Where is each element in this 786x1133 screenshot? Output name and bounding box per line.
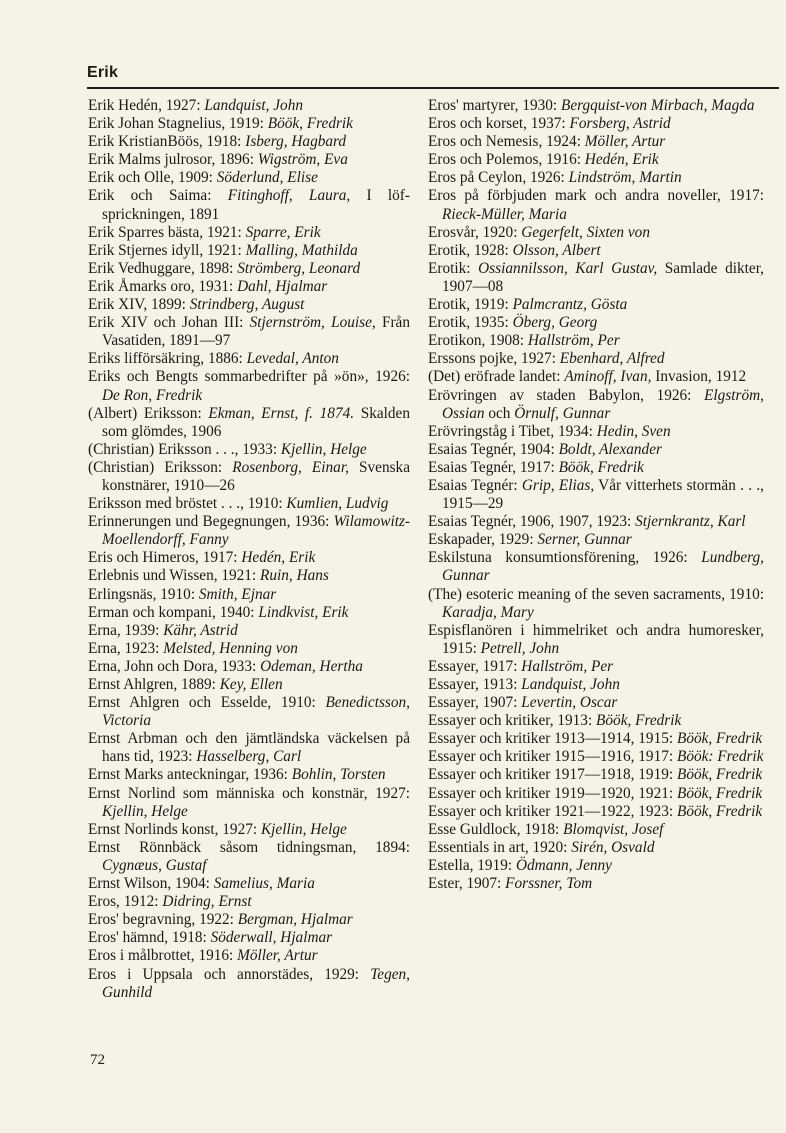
index-entry [88, 839, 410, 875]
entry-author: Böök, Fredrik [676, 802, 763, 820]
entry-author: Ebenhard, Alfred [559, 350, 665, 368]
entry-title: Eskilstuna konsumtionsförening, 1926: [428, 549, 702, 567]
index-entry [428, 387, 764, 423]
index-entry [88, 314, 410, 350]
index-entry [88, 513, 410, 549]
entry-author: Kjellin, Helge [280, 440, 367, 458]
entry-title: (Det) eröfrade landet: [428, 368, 565, 386]
entry-title: Erinnerungen und Begegnungen, 1936: [88, 513, 334, 531]
index-entry [88, 893, 410, 911]
entry-title: Erna, 1939: [88, 621, 164, 639]
index-entry [428, 169, 764, 187]
entry-title: Ernst Marks anteckningar, 1936: [88, 766, 292, 784]
entry-title: Erik XIV, 1899: [88, 296, 190, 314]
entry-title: Erövringståg i Tibet, 1934: [428, 422, 597, 440]
left-column [88, 97, 410, 1002]
entry-title: Eros' hämnd, 1918: [88, 929, 211, 947]
index-entry [428, 350, 764, 368]
entry-title: Erik Malms julrosor, 1896: [88, 151, 258, 169]
entry-author: Ruin, Hans [260, 567, 329, 585]
entry-suffix: Från Vasatiden, 1891—97 [102, 314, 410, 350]
entry-author: Bergman, Hjalmar [237, 911, 353, 929]
entry-author: Wilamowitz-Moellendorff, Fanny [102, 513, 410, 549]
entry-author: Ödmann, Jenny [515, 856, 612, 874]
entry-title: Erna, 1923: [88, 639, 164, 657]
index-entry [428, 730, 764, 748]
index-entry [428, 260, 764, 296]
entry-title: Essayer och kritiker 1921—1922, 1923: [428, 802, 677, 820]
entry-title: Eros i Uppsala och annorstädes, 1929: [88, 965, 371, 983]
index-entry [88, 586, 410, 604]
index-entry [428, 133, 764, 151]
entry-author: Hedin, Sven [596, 422, 671, 440]
index-entry [428, 785, 764, 803]
entry-title: Eros och korset, 1937: [428, 115, 570, 133]
entry-title: (Christian) Eriksson . . ., 1933: [88, 440, 281, 458]
entry-title: Erövringen av staden Babylon, 1926: [428, 386, 705, 404]
index-entry [88, 947, 410, 965]
entry-author: Lundberg, Gunnar [442, 549, 764, 585]
index-entry [88, 604, 410, 622]
entry-title: Erik XIV och Johan III: [88, 314, 250, 332]
header-rule [87, 87, 779, 89]
index-entry [428, 477, 764, 513]
entry-author: Möller, Artur [584, 133, 666, 151]
entry-author: Levertin, Oscar [521, 694, 618, 712]
entry-author: Söderlund, Elise [216, 169, 318, 187]
index-entry [428, 857, 764, 875]
entry-title: Essayer och kritiker 1915—1916, 1917: [428, 748, 677, 766]
index-entry [88, 459, 410, 495]
entry-title: Ernst Arbman och den jämtländska väckelsen på hans tid, 1923: [88, 730, 410, 766]
index-entry [428, 423, 764, 441]
entry-author: Tegen, Gunhild [102, 965, 410, 1001]
entry-author: Gegerfelt, Sixten von [521, 223, 650, 241]
entry-title: Erik Sparres bästa, 1921: [88, 223, 246, 241]
entry-author: Landquist, John [521, 676, 620, 693]
entry-author: Lindström, Martin [568, 169, 682, 187]
index-entry [428, 712, 764, 730]
entry-author: Blomqvist, Josef [563, 820, 664, 838]
entry-author: Stjernström, Louise, [249, 314, 376, 332]
entry-author: Forssner, Tom [505, 875, 593, 893]
index-entry [428, 821, 764, 839]
index-entry [428, 586, 764, 622]
entry-author: Rosenborg, Einar, [232, 458, 349, 476]
entry-title: Eros på Ceylon, 1926: [428, 169, 569, 187]
index-entry [428, 694, 764, 712]
index-entry [88, 169, 410, 187]
index-entry [88, 97, 410, 115]
index-entry [88, 766, 410, 784]
entry-title: Eros i målbrottet, 1916: [88, 947, 238, 965]
entry-suffix: Samlade dikter, 1907—08 [442, 259, 764, 295]
entry-title: Esaias Tegnér, 1917: [428, 458, 559, 476]
running-header: Erik [87, 64, 119, 81]
index-entry [428, 766, 764, 784]
entry-author: Möller, Artur [237, 947, 318, 965]
index-entry [88, 911, 410, 929]
entry-suffix: Svenska konstnärer, 1910—26 [102, 458, 410, 494]
entry-title: Estella, 1919: [428, 856, 516, 874]
entry-title: Eris och Himeros, 1917: [88, 549, 242, 567]
entry-title: Erik och Olle, 1909: [88, 169, 217, 187]
entry-author: Kjellin, Helge [102, 802, 188, 820]
entry-title: Ernst Wilson, 1904: [88, 875, 214, 893]
entry-title: Erotik, 1919: [428, 296, 513, 314]
entry-title: Essayer, 1907: [428, 694, 522, 712]
entry-author: Hallström, Per [527, 332, 620, 350]
index-entry [428, 803, 764, 821]
entry-author: Ossiannilsson, Karl Gustav, [478, 259, 658, 277]
index-entry [88, 115, 410, 133]
entry-author: Aminoff, Ivan, [564, 368, 652, 386]
entry-title: Erotik, 1935: [428, 314, 513, 332]
entry-title: Ester, 1907: [428, 875, 506, 893]
index-entry [428, 368, 764, 386]
entry-author: Rieck-Müller, Maria [442, 205, 567, 223]
entry-title: Ernst Rönnbäck såsom tidningsman, 1894: [88, 838, 410, 856]
entry-title: Ernst Ahlgren, 1889: [88, 676, 220, 693]
entry-title: Esse Guldlock, 1918: [428, 820, 564, 838]
index-entry [428, 658, 764, 676]
index-entry [88, 151, 410, 169]
entry-title: Erik KristianBöös, 1918: [88, 133, 246, 151]
index-entry [428, 224, 764, 242]
entry-author: Odeman, Hertha [260, 657, 363, 675]
index-entry [428, 115, 764, 133]
entry-title: Espisflanören i himmelriket och andra humoresker, 1915: [428, 621, 764, 657]
entry-author: Hedén, Erik [241, 549, 316, 567]
entry-author: Key, Ellen [219, 676, 283, 693]
index-entry [88, 821, 410, 839]
entry-author: Böök, Fredrik [267, 115, 353, 133]
entry-title: Erik och Saima: [88, 187, 228, 205]
right-column [428, 97, 764, 893]
entry-author: Böök: Fredrik [676, 748, 764, 766]
entry-author: Bergquist-von Mirbach, Magda [560, 97, 755, 114]
index-entry [428, 622, 764, 658]
index-entry [428, 332, 764, 350]
index-entry [428, 187, 764, 223]
entry-title: Eros' begravning, 1922: [88, 911, 238, 929]
entry-title: Essayer, 1917: [428, 657, 522, 675]
entry-title: Eros' martyrer, 1930: [428, 97, 561, 114]
index-entry [88, 694, 410, 730]
entry-title: (The) esoteric meaning of the seven sacraments, 1910: [428, 585, 764, 603]
entry-title: Erik Johan Stagnelius, 1919: [88, 115, 268, 133]
index-entry [428, 676, 764, 694]
entry-author: Hallström, Per [521, 657, 614, 675]
index-entry [88, 260, 410, 278]
entry-author: Stjernkrantz, Karl [635, 513, 746, 531]
entry-title: Esaias Tegnér, 1906, 1907, 1923: [428, 513, 636, 531]
entry-title: Esaias Tegnér: [428, 476, 522, 494]
index-entry [88, 549, 410, 567]
entry-author: Söderwall, Hjalmar [210, 929, 333, 947]
entry-author: Levedal, Anton [246, 350, 339, 368]
index-entry [428, 748, 764, 766]
entry-suffix: Vår vitterhets stormän . . ., 1915—29 [442, 476, 764, 513]
entry-author: Melsted, Henning von [163, 639, 298, 657]
entry-author: Hedén, Erik [584, 151, 659, 169]
entry-author: Palmcrantz, Gösta [512, 296, 628, 314]
entry-title: Ernst Norlind som människa och konstnär, 1927: [88, 784, 410, 802]
entry-title: Erik Stjernes idyll, 1921: [88, 241, 246, 259]
entry-author: Lindkvist, Erik [258, 603, 349, 621]
entry-title: Erik Vedhuggare, 1898: [88, 259, 238, 277]
index-entry [88, 242, 410, 260]
entry-title: Eros, 1912: [88, 893, 163, 911]
entry-title: Essayer, 1913: [428, 676, 522, 693]
entry-title: Erik Åmarks oro, 1931: [88, 277, 238, 295]
entry-title: Erssons pojke, 1927: [428, 350, 560, 368]
index-entry [428, 97, 764, 115]
entry-title: Ernst Ahlgren och Esselde, 1910: [88, 694, 326, 712]
index-entry [88, 405, 410, 441]
index-entry [88, 730, 410, 766]
entry-title: Erna, John och Dora, 1933: [88, 657, 261, 675]
entry-author: Kumlien, Ludvig [286, 495, 389, 513]
entry-author: Elgström, Ossian [442, 386, 764, 422]
entry-suffix: I löf-sprickningen, 1891 [102, 187, 410, 223]
entry-suffix: och [484, 404, 515, 422]
index-entry [88, 368, 410, 404]
entry-title: Essayer och kritiker 1919—1920, 1921: [428, 784, 677, 802]
entry-suffix: Invasion, 1912 [651, 368, 747, 386]
entry-title: Ernst Norlinds konst, 1927: [88, 820, 261, 838]
entry-author: Sparre, Erik [245, 223, 321, 241]
entry-author: Didring, Ernst [162, 893, 252, 911]
index-entry [428, 242, 764, 260]
entry-author: Isberg, Hagbard [245, 133, 347, 151]
entry-title: (Christian) Eriksson: [88, 458, 233, 476]
index-entry [88, 785, 410, 821]
entry-title: Erik Hedén, 1927: [88, 97, 205, 114]
entry-author: Kjellin, Helge [260, 820, 347, 838]
entry-title: Essayer och kritiker 1917—1918, 1919: [428, 766, 677, 784]
entry-author: Dahl, Hjalmar [237, 277, 328, 295]
entry-title: Eros och Nemesis, 1924: [428, 133, 585, 151]
index-entry [88, 622, 410, 640]
entry-author: De Ron, Fredrik [102, 386, 203, 404]
entry-title: Erlingsnäs, 1910: [88, 585, 199, 603]
entry-title: Essayer och kritiker 1913—1914, 1915: [428, 730, 677, 748]
index-entry [88, 350, 410, 368]
entry-author: Serner, Gunnar [537, 531, 632, 549]
index-entry [88, 966, 410, 1002]
entry-author: Benedictsson, Victoria [102, 694, 410, 730]
entry-title: Erlebnis und Wissen, 1921: [88, 567, 261, 585]
index-entry [428, 549, 764, 585]
entry-title: Erotik, 1928: [428, 241, 513, 259]
entry-author: Böök, Fredrik [676, 784, 763, 802]
entry-author: Smith, Ejnar [198, 585, 277, 603]
index-entry [88, 640, 410, 658]
index-entry [428, 296, 764, 314]
entry-title: Eros på förbjuden mark och andra noveller, 1917: [428, 187, 764, 205]
index-entry [88, 929, 410, 947]
entry-title: (Albert) Eriksson: [88, 404, 209, 422]
entry-author: Landquist, John [204, 97, 303, 114]
entry-title: Eriksson med bröstet . . ., 1910: [88, 495, 287, 513]
index-entry [428, 875, 764, 893]
entry-title: Esaias Tegnér, 1904: [428, 440, 559, 458]
entry-author: Ekman, Ernst, f. 1874. [208, 404, 355, 422]
entry-author: Wigström, Eva [257, 151, 348, 169]
index-entry [88, 495, 410, 513]
index-entry [428, 513, 764, 531]
index-entry [88, 676, 410, 694]
index-entry [428, 459, 764, 477]
entry-title: Eskapader, 1929: [428, 531, 538, 549]
entry-title: Erosvår, 1920: [428, 223, 522, 241]
entry-author: Böök, Fredrik [596, 712, 682, 730]
entry-author: Bohlin, Torsten [291, 766, 386, 784]
entry-author: Petrell, John [480, 639, 560, 657]
entry-author-second: Örnulf, Gunnar [514, 404, 611, 422]
index-entry [88, 224, 410, 242]
entry-author: Forsberg, Astrid [569, 115, 671, 133]
entry-author: Cygnæus, Gustaf [102, 856, 207, 874]
index-entry [88, 278, 410, 296]
entry-suffix: Skalden som glömdes, 1906 [102, 404, 410, 440]
index-entry [88, 658, 410, 676]
entry-title: Essentials in art, 1920: [428, 838, 572, 856]
entry-author: Karadja, Mary [442, 603, 534, 621]
entry-author: Böök, Fredrik [676, 766, 763, 784]
entry-author: Strindberg, August [189, 296, 305, 314]
entry-title: Erotik: [428, 259, 479, 277]
index-entry [88, 187, 410, 223]
entry-author: Böök, Fredrik [676, 730, 763, 748]
index-entry [88, 296, 410, 314]
entry-author: Hasselberg, Carl [196, 748, 302, 766]
entry-author: Sirén, Osvald [571, 838, 655, 856]
entry-author: Fitinghoff, Laura, [227, 187, 351, 205]
entry-author: Strömberg, Leonard [237, 259, 361, 277]
index-entry [88, 875, 410, 893]
entry-author: Böök, Fredrik [558, 458, 644, 476]
entry-author: Grip, Elias, [521, 476, 595, 494]
entry-title: Eros och Polemos, 1916: [428, 151, 585, 169]
entry-title: Eriks lifförsäkring, 1886: [88, 350, 247, 368]
entry-author: Boldt, Alexander [558, 440, 662, 458]
index-entry [428, 441, 764, 459]
index-entry [428, 839, 764, 857]
entry-author: Samelius, Maria [213, 875, 315, 893]
index-entry [428, 151, 764, 169]
entry-title: Erman och kompani, 1940: [88, 603, 259, 621]
index-entry [88, 441, 410, 459]
index-entry [88, 133, 410, 151]
entry-author: Kähr, Astrid [163, 621, 238, 639]
index-entry [88, 567, 410, 585]
page-number: 72 [90, 1052, 105, 1068]
entry-title: Eriks och Bengts sommarbedrifter på »ön», 1926: [88, 368, 410, 386]
index-entry [428, 531, 764, 549]
entry-author: Olsson, Albert [512, 241, 601, 259]
entry-author: Malling, Mathilda [245, 241, 358, 259]
index-entry [428, 314, 764, 332]
entry-title: Essayer och kritiker, 1913: [428, 712, 597, 730]
entry-author: Öberg, Georg [512, 314, 598, 332]
entry-title: Erotikon, 1908: [428, 332, 528, 350]
